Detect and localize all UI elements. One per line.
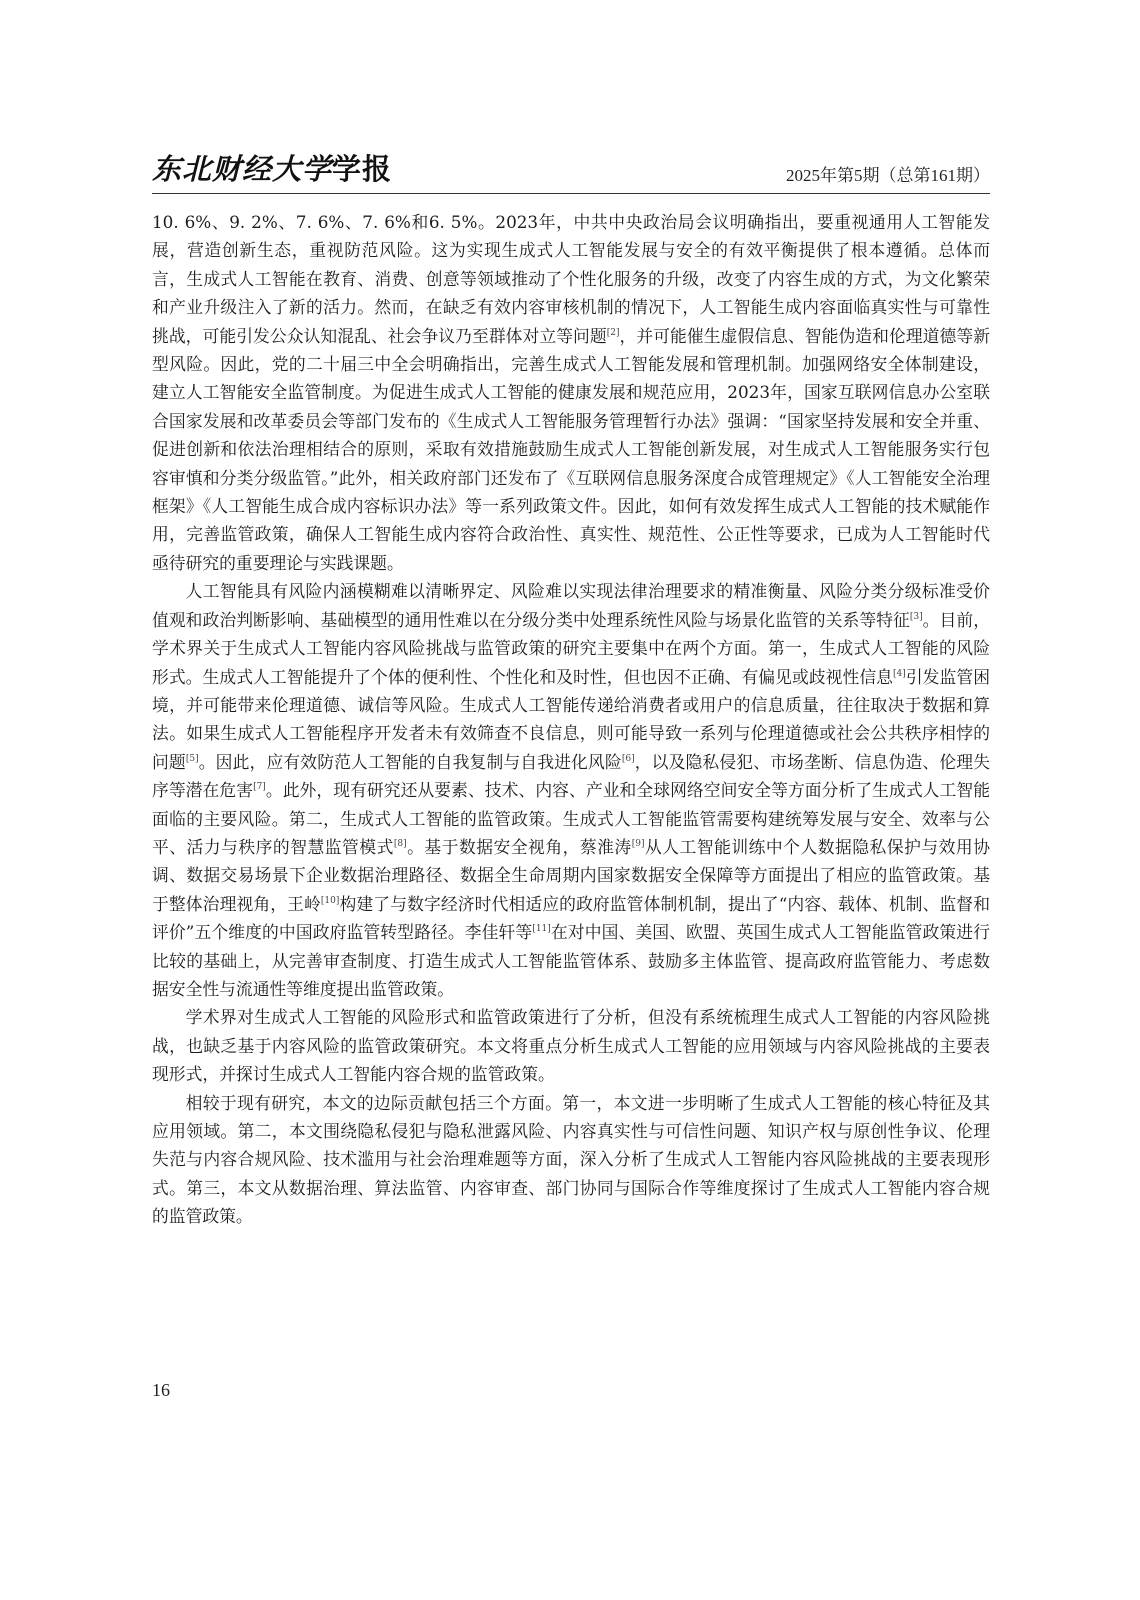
citation-ref: [4] [893,668,906,679]
citation-ref: [11] [532,924,551,935]
body-paragraph [152,208,990,577]
paragraph-text: 相较于现有研究，本文的边际贡献包括三个方面。第一，本文进一步明晰了生成式人工智能的核心特征及其应用领域。第二，本文围绕隐私侵犯与隐私泄露风险、内容真实性与可信性问题、知识产权与原创性争议、伦理失范与内容合规风险、技术滥用与社会治理难题等方面，深入分析了生成式人工智能内容风险挑战的主要表现形式。第三，本文从数据治理、算法监管、内容审查、部门协同与国际合作等维度探讨了生成式人工智能内容合规的监管政策。 [152,1092,990,1227]
body-paragraph [152,1089,990,1231]
paragraph-text: 在对中国、美国、欧盟、英国生成式人工智能监管政策进行比较的基础上，从完善审查制度、打造生成式人工智能监管体系、鼓励多主体监管、提高政府监管能力、考虑数据安全性与流通性等维度提出监管政策。 [152,922,990,999]
citation-ref: [9] [631,838,645,849]
citation-ref: [10] [320,895,340,906]
citation-ref: [3] [909,611,923,622]
body-paragraph [152,577,990,1003]
issue-info: 2025年第5期（总第161期） [786,166,990,185]
article-body [152,208,990,1231]
paragraph-text: ，以及隐私侵犯、市场垄断、信息伪造、伦理失序等潜在危害 [152,751,990,801]
paragraph-text: 从人工智能训练中个人数据隐私保护与效用协调、数据交易场景下企业数据治理路径、数据全生命周期内国家数据安全保障等方面提出了相应的监管政策。基于整体治理视角，王岭 [152,836,990,914]
paragraph-text: 。因此，应有效防范人工智能的自我复制与自我进化风险 [198,751,622,772]
journal-name [152,147,392,188]
paragraph-text: 学术界对生成式人工智能的风险形式和监管政策进行了分析，但没有系统梳理生成式人工智能的内容风险挑战，也缺乏基于内容风险的监管政策研究。本文将重点分析生成式人工智能的应用领域与内容风险挑战的主要表现形式，并探讨生成式人工智能内容合规的监管政策。 [152,1007,990,1085]
paragraph-text: ，并可能催生虚假信息、智能伪造和伦理道德等新型风险。因此，党的二十届三中全会明确指出，完善生成式人工智能发展和管理机制。加强网络安全体制建设，建立人工智能安全监管制度。为促进生成式人工智能的健康发展和规范应用，2023年，国家互联网信息办公室联合国家发展和改革委员会等部门发布的《生成式人工智能服务管理暂行办法》强调：“国家坚持发展和安全并重、促进创新和依法治理相结合的原则，采取有效措施鼓励生成式人工智能创新发展，对生成式人工智能服务实行包容审慎和分类分级监管。”此外，相关政府部门还发布了《互联网信息服务深度合成管理规定》《人工智能安全治理框架》《人工智能生成合成内容标识办法》等一系列政策文件。因此，如何有效发挥生成式人工智能的技术赋能作用，完善监管政策，确保人工智能生成内容符合政治性、真实性、规范性、公正性等要求，已成为人工智能时代亟待研究的重要理论与实践课题。 [152,325,990,573]
paragraph-text: 。基于数据安全视角，蔡淮涛 [406,836,632,857]
page-number: 16 [152,1380,170,1400]
citation-ref: [5] [185,753,199,764]
paragraph-text: 人工智能具有风险内涵模糊难以清晰界定、风险难以实现法律治理要求的精准衡量、风险分类分级标准受价值观和政治判断影响、基础模型的通用性难以在分级分类中处理系统性风险与场景化监管的关系等特征 [152,581,990,630]
journal-name-suffix: 学报 [332,152,393,186]
citation-ref: [2] [606,327,620,338]
citation-ref: [8] [393,838,407,849]
paragraph-text: 构建了与数字经济时代相适应的政府监管体制机制，提出了“内容、载体、机制、监督和评价”五个维度的中国政府监管转型路径。李佳轩等 [152,893,990,943]
journal-name-main: 东北财经大学 [152,152,333,186]
citation-ref: [6] [621,753,635,764]
running-header [152,150,990,194]
paragraph-text: 引发监管困境，并可能带来伦理道德、诚信等风险。生成式人工智能传递给消费者或用户的信息质量，往往取决于数据和算法。如果生成式人工智能程序开发者未有效筛查不良信息，则可能导致一系列与伦理道德或社会公共秩序相悖的问题 [152,666,990,772]
paragraph-text: 。目前，学术界关于生成式人工智能内容风险挑战与监管政策的研究主要集中在两个方面。第一，生成式人工智能的风险形式。生成式人工智能提升了个体的便利性、个性化和及时性，但也因不正确、有偏见或歧视性信息 [152,609,990,687]
citation-ref: [7] [253,782,266,793]
paragraph-text: 10. 6%、9. 2%、7. 6%、7. 6%和6. 5%。2023年，中共中央政治局会议明确指出，要重视通用人工智能发展，营造创新生态，重视防范风险。这为实现生成式人工智能发展与安全的有效平衡提供了根本遵循。总体而言，生成式人工智能在教育、消费、创意等领域推动了个性化服务的升级，改变了内容生成的方式，为文化繁荣和产业升级注入了新的活力。然而，在缺乏有效内容审核机制的情况下，人工智能生成内容面临真实性与可靠性挑战，可能引发公众认知混乱、社会争议乃至群体对立等问题 [152,212,990,346]
body-paragraph [152,1003,990,1088]
header-rule [152,193,990,194]
paragraph-text: 。此外，现有研究还从要素、技术、内容、产业和全球网络空间安全等方面分析了生成式人工智能面临的主要风险。第二，生成式人工智能的监管政策。生成式人工智能监管需要构建统筹发展与安全、效率与公平、活力与秩序的智慧监管模式 [152,780,990,857]
